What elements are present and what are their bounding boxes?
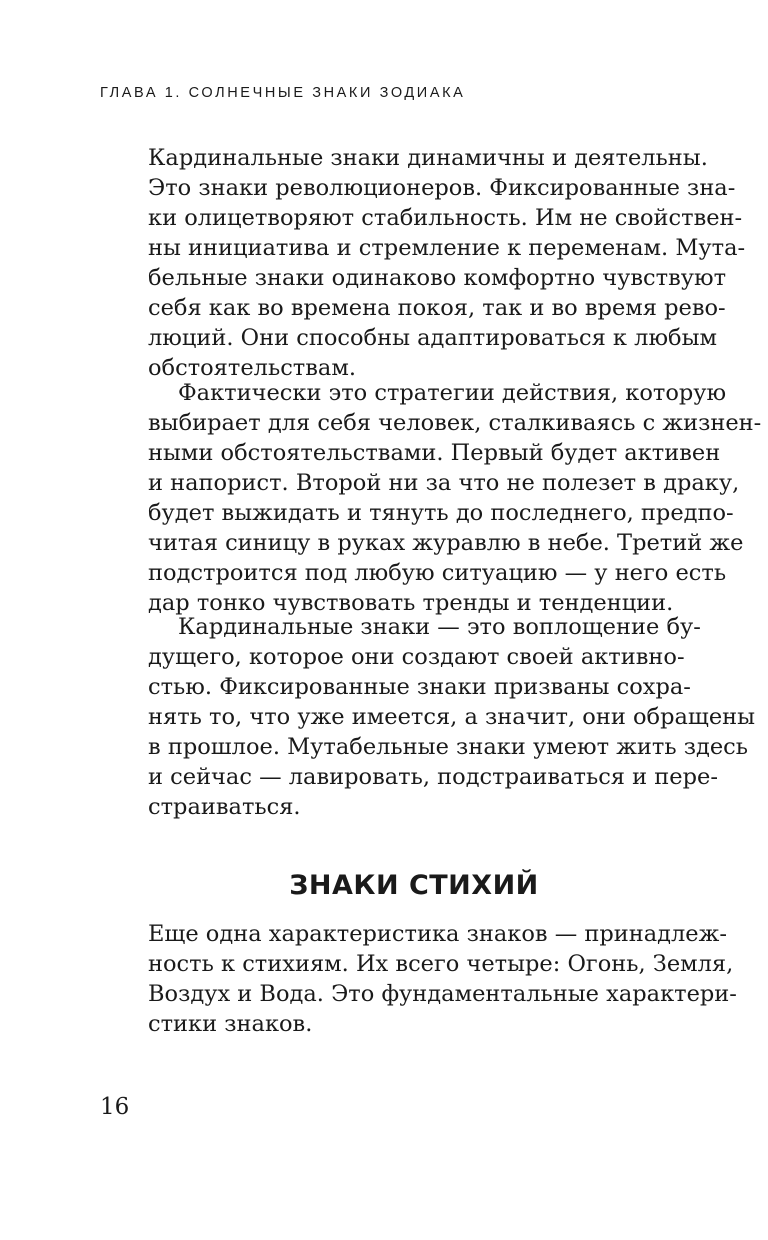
text-line: Воздух и Вода. Это фундаментальные характери-: [148, 981, 737, 1007]
text-line: выбирает для себя человек, сталкиваясь с жизнен-: [148, 410, 762, 436]
text-line: будет выжидать и тянуть до последнего, предпо-: [148, 500, 734, 526]
text-line: ки олицетворяют стабильность. Им не свойствен-: [148, 205, 743, 231]
text-line: ны инициатива и стремление к переменам. Мута-: [148, 235, 746, 261]
text-line: Кардинальные знаки динамичны и деятельны.: [148, 145, 708, 171]
text-line: в прошлое. Мутабельные знаки умеют жить здесь: [148, 734, 749, 760]
text-line: Кардинальные знаки — это воплощение бу-: [178, 614, 701, 640]
text-line: Еще одна характеристика знаков — принадлеж-: [148, 921, 727, 947]
text-line: дущего, которое они создают своей активно-: [148, 644, 685, 670]
text-line: стью. Фиксированные знаки призваны сохра-: [148, 674, 691, 700]
text-line: бельные знаки одинаково комфортно чувствуют: [148, 265, 727, 291]
text-line: читая синицу в руках журавлю в небе. Третий же: [148, 530, 744, 556]
text-line: и сейчас — лавировать, подстраиваться и пере-: [148, 764, 718, 790]
body-paragraph-1: [148, 143, 746, 383]
text-line: себя как во времена покоя, так и во время рево-: [148, 295, 726, 321]
text-line: стики знаков.: [148, 1011, 313, 1037]
body-paragraph-3: [148, 612, 756, 822]
text-line: страиваться.: [148, 794, 301, 820]
text-line: подстроится под любую ситуацию — у него есть: [148, 560, 727, 586]
text-line: ность к стихиям. Их всего четыре: Огонь, Земля,: [148, 951, 734, 977]
section-heading: ЗНАКИ СТИХИЙ: [289, 870, 539, 901]
text-line: люций. Они способны адаптироваться к любым: [148, 325, 717, 351]
text-line: Это знаки революционеров. Фиксированные зна-: [148, 175, 736, 201]
page-number: 16: [100, 1094, 130, 1120]
text-line: и напорист. Второй ни за что не полезет в драку,: [148, 470, 740, 496]
body-paragraph-2: [148, 378, 762, 618]
text-line: дар тонко чувствовать тренды и тенденции.: [148, 590, 674, 616]
text-line: Фактически это стратегии действия, которую: [178, 380, 727, 406]
running-header: ГЛАВА 1. СОЛНЕЧНЫЕ ЗНАКИ ЗОДИАКА: [100, 85, 466, 101]
text-line: нять то, что уже имеется, а значит, они обращены: [148, 704, 756, 730]
text-line: ными обстоятельствами. Первый будет активен: [148, 440, 721, 466]
section-paragraph-1: [148, 919, 737, 1039]
text-line: обстоятельствам.: [148, 355, 356, 381]
